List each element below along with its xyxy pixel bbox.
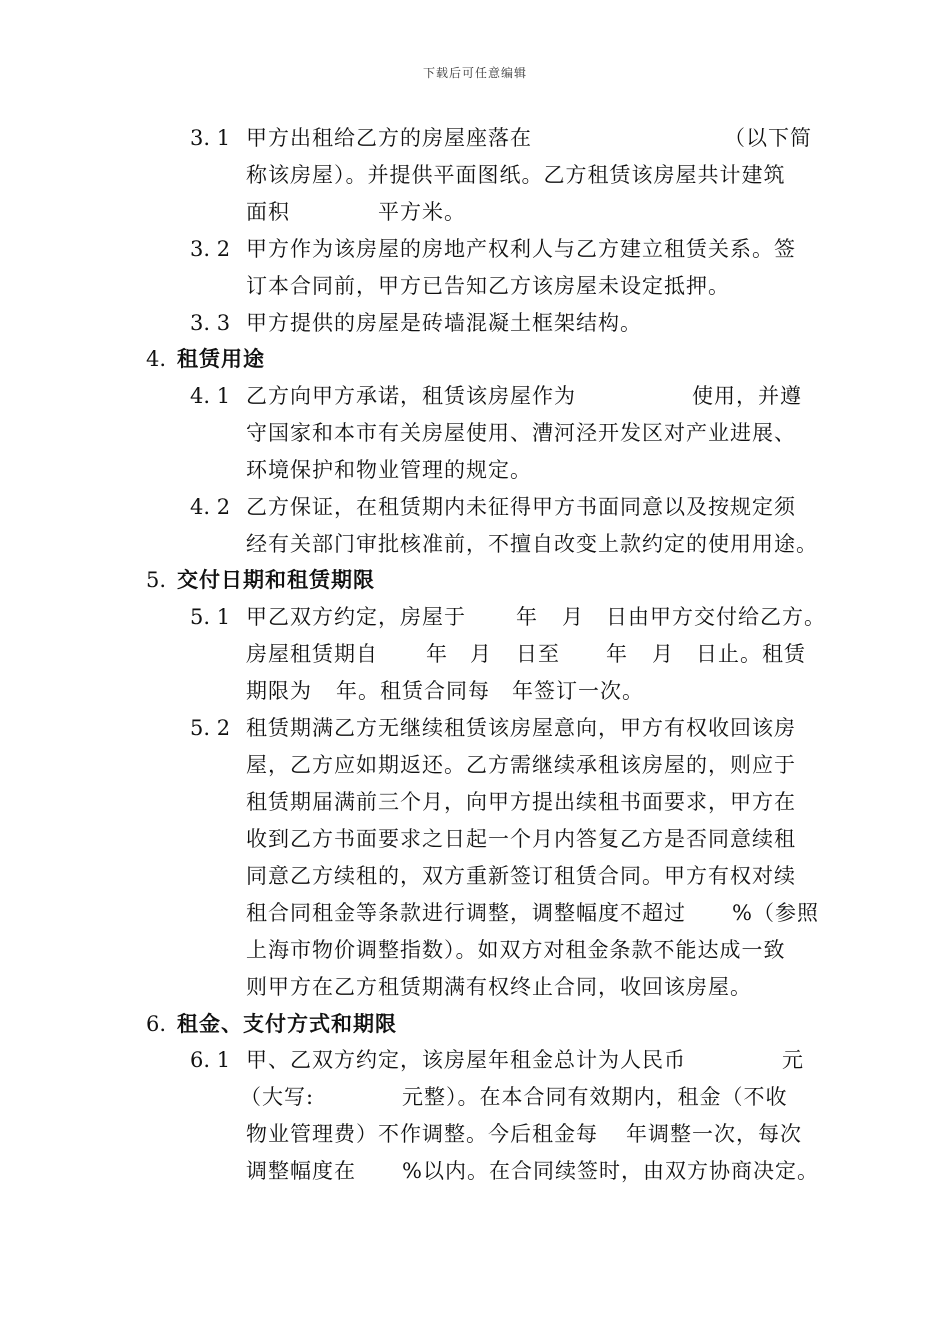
clause-text: 环境保护和物业管理的规定。 (246, 458, 532, 482)
clause-text: 月 (470, 642, 492, 666)
clause-text: 订本合同前，甲方已告知乙方该房屋未设定抵押。 (246, 274, 730, 298)
clause-text: 甲、乙双方约定，该房屋年租金总计为人民币 (246, 1048, 686, 1072)
clause-text: 经有关部门审批核准前，不擅自改变上款约定的使用用途。 (246, 532, 818, 556)
clause-text: 月 (652, 642, 674, 666)
clause-text: 日由甲方交付给乙方。 (606, 605, 826, 629)
clause-text: 甲方提供的房屋是砖墙混凝土框架结构。 (246, 311, 642, 335)
section-heading: 租赁用途 (177, 346, 265, 371)
clause-number: 5. 2 (190, 716, 231, 740)
clause-number: 6. 1 (190, 1048, 231, 1072)
clause-number: 3. 3 (190, 311, 231, 335)
clause-text: 物业管理费）不作调整。今后租金每 (246, 1122, 598, 1146)
section-number: 6. (146, 1012, 167, 1036)
clause-text: 则甲方在乙方租赁期满有权终止合同，收回该房屋。 (246, 975, 752, 999)
clause-text: 租合同租金等条款进行调整，调整幅度不超过 (246, 901, 686, 925)
clause-text: （以下简 (724, 126, 812, 150)
clause-text: 年。租赁合同每 (336, 679, 490, 703)
clause-text: 平方米。 (378, 200, 466, 224)
clause-text: 元 (782, 1048, 804, 1072)
clause-text: 收到乙方书面要求之日起一个月内答复乙方是否同意续租 (246, 827, 796, 851)
clause-text: 甲方作为该房屋的房地产权利人与乙方建立租赁关系。签 (246, 237, 796, 261)
clause-text: 同意乙方续租的，双方重新签订租赁合同。甲方有权对续 (246, 864, 796, 888)
clause-text: 期限为 (246, 679, 312, 703)
clause-text: 守国家和本市有关房屋使用、漕河泾开发区对产业进展、 (246, 421, 796, 445)
clause-number: 4. 1 (190, 384, 231, 408)
section-heading: 交付日期和租赁期限 (177, 567, 375, 592)
clause-text: 调整幅度在 (246, 1159, 356, 1183)
clause-text: 日至 (516, 642, 560, 666)
clause-text: 年 (606, 642, 628, 666)
clause-text: 日止。租赁 (696, 642, 806, 666)
clause-number: 5. 1 (190, 605, 231, 629)
clause-text: 称该房屋）。并提供平面图纸。乙方租赁该房屋共计建筑 (246, 163, 786, 187)
section-number: 5. (146, 568, 167, 592)
section-number: 4. (146, 347, 167, 371)
clause-text: 面积 (246, 200, 290, 224)
clause-text: 元整）。在本合同有效期内，租金（不收 (402, 1085, 788, 1109)
clause-text: 甲方出租给乙方的房屋座落在 (246, 126, 532, 150)
clause-text: 使用，并遵 (692, 384, 802, 408)
clause-number: 3. 1 (190, 126, 231, 150)
clause-text: 租赁期满乙方无继续租赁该房屋意向，甲方有权收回该房 (246, 716, 796, 740)
clause-text: 上海市物价调整指数）。如双方对租金条款不能达成一致 (246, 938, 786, 962)
clause-text: %（参照 (732, 901, 819, 925)
clause-text: 月 (562, 605, 584, 629)
clause-text: 年 (516, 605, 538, 629)
clause-text: 乙方向甲方承诺，租赁该房屋作为 (246, 384, 576, 408)
clause-text: %以内。在合同续签时，由双方协商决定。 (402, 1159, 819, 1183)
clause-text: 年调整一次，每次 (626, 1122, 802, 1146)
clause-text: 房屋租赁期自 (246, 642, 378, 666)
clause-text: 乙方保证，在租赁期内未征得甲方书面同意以及按规定须 (246, 495, 796, 519)
clause-text: （大写: (240, 1085, 315, 1109)
clause-text: 年签订一次。 (512, 679, 644, 703)
clause-text: 屋，乙方应如期返还。乙方需继续承租该房屋的，则应于 (246, 753, 796, 777)
clause-text: 租赁期届满前三个月，向甲方提出续租书面要求，甲方在 (246, 790, 796, 814)
clause-number: 4. 2 (190, 495, 231, 519)
clause-number: 3. 2 (190, 237, 231, 261)
clause-text: 甲乙双方约定，房屋于 (246, 605, 466, 629)
clause-text: 年 (426, 642, 448, 666)
section-heading: 租金、支付方式和期限 (177, 1011, 397, 1036)
header-watermark: 下载后可任意编辑 (422, 66, 527, 80)
